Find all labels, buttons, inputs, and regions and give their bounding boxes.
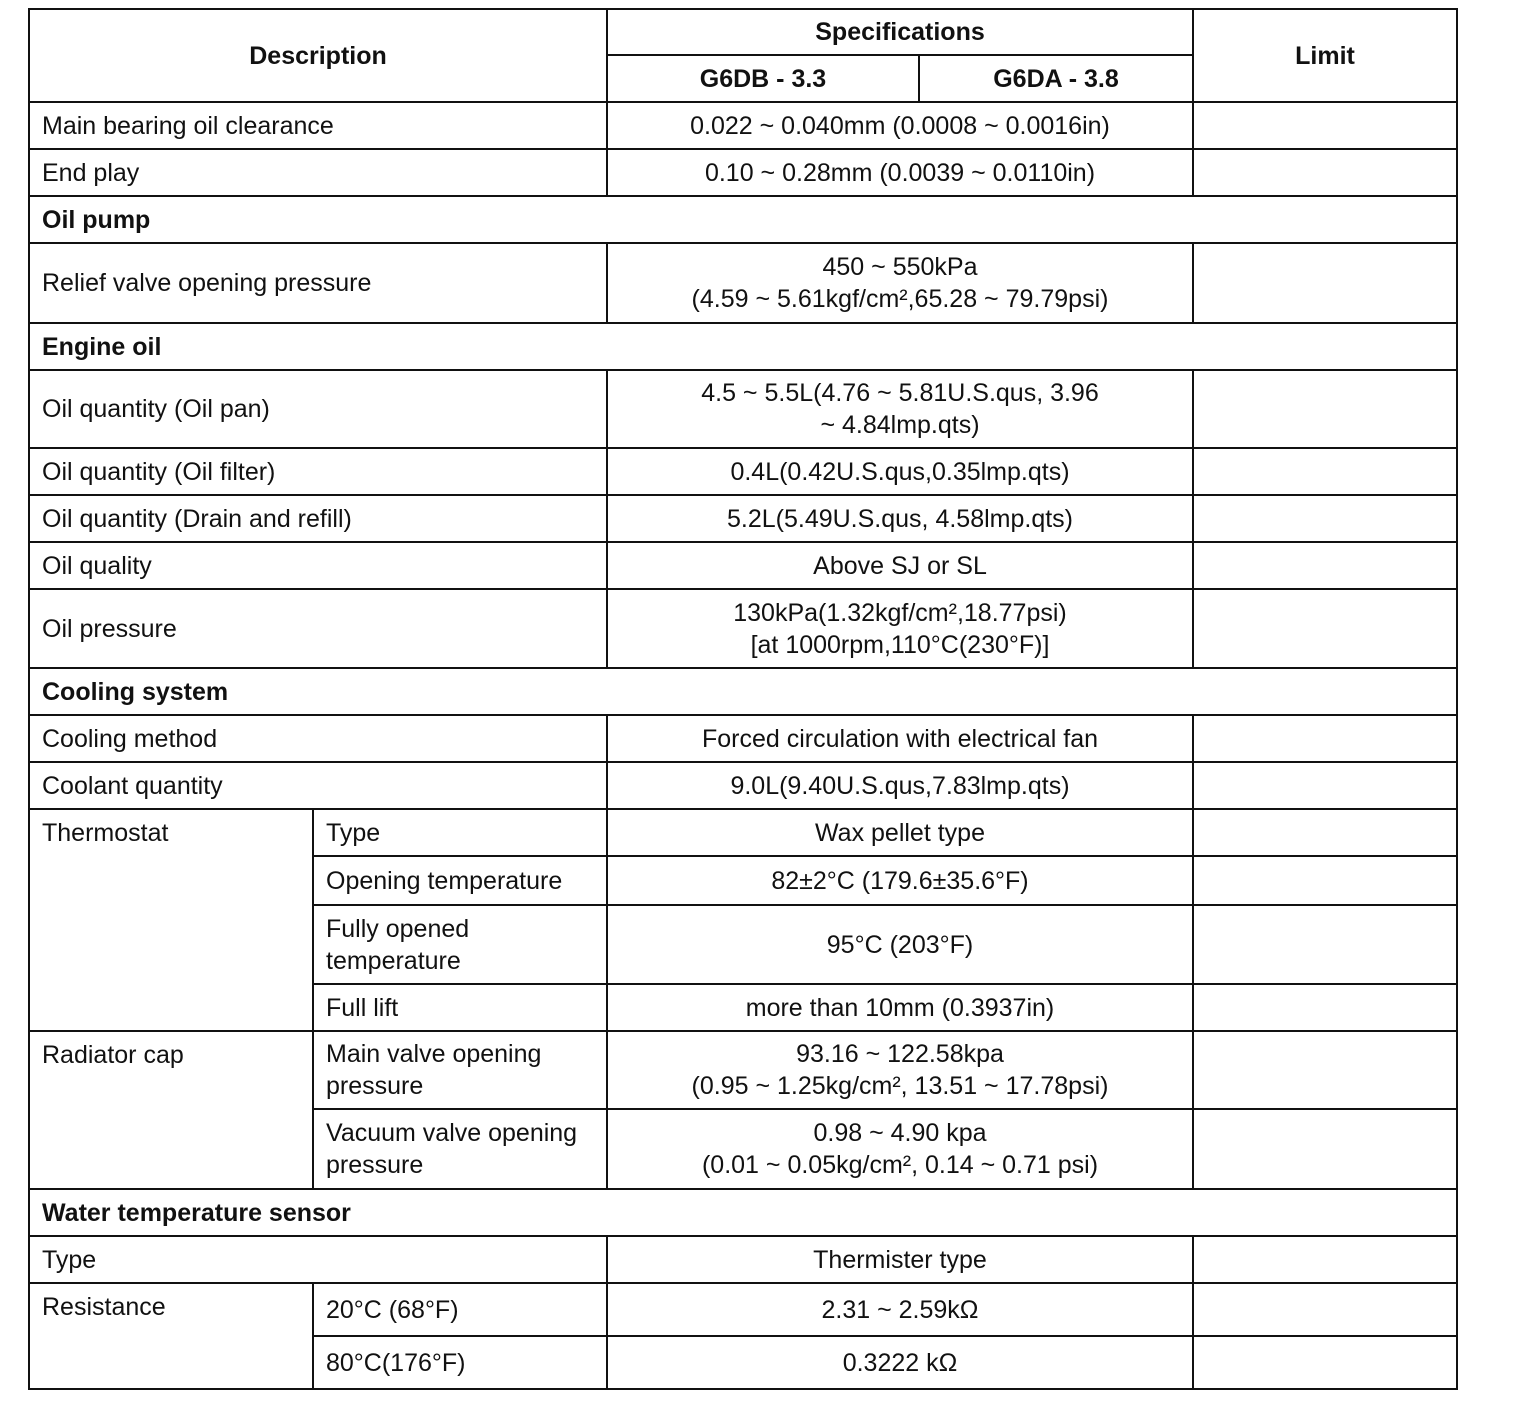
sub-label [313,1031,607,1109]
radiator-cap-label: Radiator cap [29,1031,313,1189]
limit-cell [1193,1336,1457,1389]
row-value: 0.022 ~ 0.040mm (0.0008 ~ 0.0016in) [607,102,1193,149]
row-value: 95°C (203°F) [607,905,1193,984]
row-label: Type [29,1236,607,1283]
row-label: Oil quantity (Drain and refill) [29,495,607,542]
limit-header: Limit [1193,9,1457,102]
sub-label: Opening temperature [313,856,607,905]
table-row [29,762,1457,809]
resistance-label: Resistance [29,1283,313,1389]
limit-cell [1193,715,1457,762]
row-value: more than 10mm (0.3937in) [607,984,1193,1031]
limit-cell [1193,762,1457,809]
limit-cell [1193,1236,1457,1283]
sub-label: Full lift [313,984,607,1031]
value-line: (4.59 ~ 5.61kgf/cm²,65.28 ~ 79.79psi) [691,285,1109,313]
row-value: 2.31 ~ 2.59kΩ [607,1283,1193,1336]
sub-label [313,1109,607,1189]
value-line: (0.01 ~ 0.05kg/cm², 0.14 ~ 0.71 psi) [701,1151,1099,1179]
row-value: Forced circulation with electrical fan [607,715,1193,762]
row-value [607,589,1193,668]
label-line: pressure [326,1151,424,1179]
row-value: Wax pellet type [607,809,1193,856]
table-row [29,102,1457,149]
limit-cell [1193,856,1457,905]
label-line: Vacuum valve opening [326,1119,578,1147]
section-row [29,668,1457,715]
row-value: 0.10 ~ 0.28mm (0.0039 ~ 0.0110in) [607,149,1193,196]
limit-cell [1193,905,1457,984]
value-line: 0.98 ~ 4.90 kpa [813,1119,987,1147]
row-label: End play [29,149,607,196]
limit-cell [1193,102,1457,149]
row-value [607,370,1193,448]
section-title: Oil pump [29,196,1457,243]
limit-cell [1193,1109,1457,1189]
row-label: Relief valve opening pressure [29,243,607,323]
table-row [29,448,1457,495]
sub-label: Type [313,809,607,856]
limit-cell [1193,589,1457,668]
label-line: Fully opened [326,914,470,943]
limit-cell [1193,542,1457,589]
row-value: 0.4L(0.42U.S.qus,0.35lmp.qts) [607,448,1193,495]
section-row [29,1189,1457,1236]
value-line: 4.5 ~ 5.5L(4.76 ~ 5.81U.S.qus, 3.96 [701,379,1099,407]
row-value [607,1031,1193,1109]
row-label: Oil quantity (Oil filter) [29,448,607,495]
table-row [29,1236,1457,1283]
row-value: 0.3222 kΩ [607,1336,1193,1389]
section-title: Water temperature sensor [29,1189,1457,1236]
limit-cell [1193,149,1457,196]
value-line: ~ 4.84lmp.qts) [820,411,980,439]
sub-label: 80°C(176°F) [313,1336,607,1389]
section-title: Engine oil [29,323,1457,370]
row-value [607,243,1193,323]
section-row [29,196,1457,243]
table-row [29,1283,1457,1336]
value-line: (0.95 ~ 1.25kg/cm², 13.51 ~ 17.78psi) [691,1072,1109,1100]
limit-cell [1193,495,1457,542]
row-label: Oil quality [29,542,607,589]
row-label: Main bearing oil clearance [29,102,607,149]
row-value: Thermister type [607,1236,1193,1283]
limit-cell [1193,1031,1457,1109]
label-line: Main valve opening [326,1040,542,1068]
row-value: 5.2L(5.49U.S.qus, 4.58lmp.qts) [607,495,1193,542]
row-label: Oil pressure [29,589,607,668]
g6da-header: G6DA - 3.8 [919,55,1193,102]
header-row [29,9,1457,55]
table-row [29,589,1457,668]
g6db-header: G6DB - 3.3 [607,55,919,102]
row-label: Oil quantity (Oil pan) [29,370,607,448]
value-line: 450 ~ 550kPa [822,253,978,281]
label-line: temperature [326,946,461,975]
limit-cell [1193,984,1457,1031]
section-title: Cooling system [29,668,1457,715]
row-label: Coolant quantity [29,762,607,809]
limit-cell [1193,1283,1457,1336]
table-row [29,542,1457,589]
table-row [29,370,1457,448]
section-row [29,323,1457,370]
value-line: [at 1000rpm,110°C(230°F)] [750,630,1050,659]
limit-cell [1193,243,1457,323]
table-row [29,715,1457,762]
table-row [29,809,1457,856]
spec-table [28,8,1458,1390]
value-line: 130kPa(1.32kgf/cm²,18.77psi) [733,598,1067,627]
description-header: Description [29,9,607,102]
label-line: pressure [326,1072,424,1100]
row-label: Cooling method [29,715,607,762]
row-value: 9.0L(9.40U.S.qus,7.83lmp.qts) [607,762,1193,809]
specifications-header: Specifications [607,9,1193,55]
table-row [29,1031,1457,1109]
limit-cell [1193,448,1457,495]
sub-label [313,905,607,984]
thermostat-label: Thermostat [29,809,313,1031]
limit-cell [1193,370,1457,448]
table-row [29,149,1457,196]
table-row [29,243,1457,323]
table-row [29,495,1457,542]
row-value [607,1109,1193,1189]
row-value: 82±2°C (179.6±35.6°F) [607,856,1193,905]
sub-label: 20°C (68°F) [313,1283,607,1336]
value-line: 93.16 ~ 122.58kpa [796,1040,1004,1068]
row-value: Above SJ or SL [607,542,1193,589]
limit-cell [1193,809,1457,856]
